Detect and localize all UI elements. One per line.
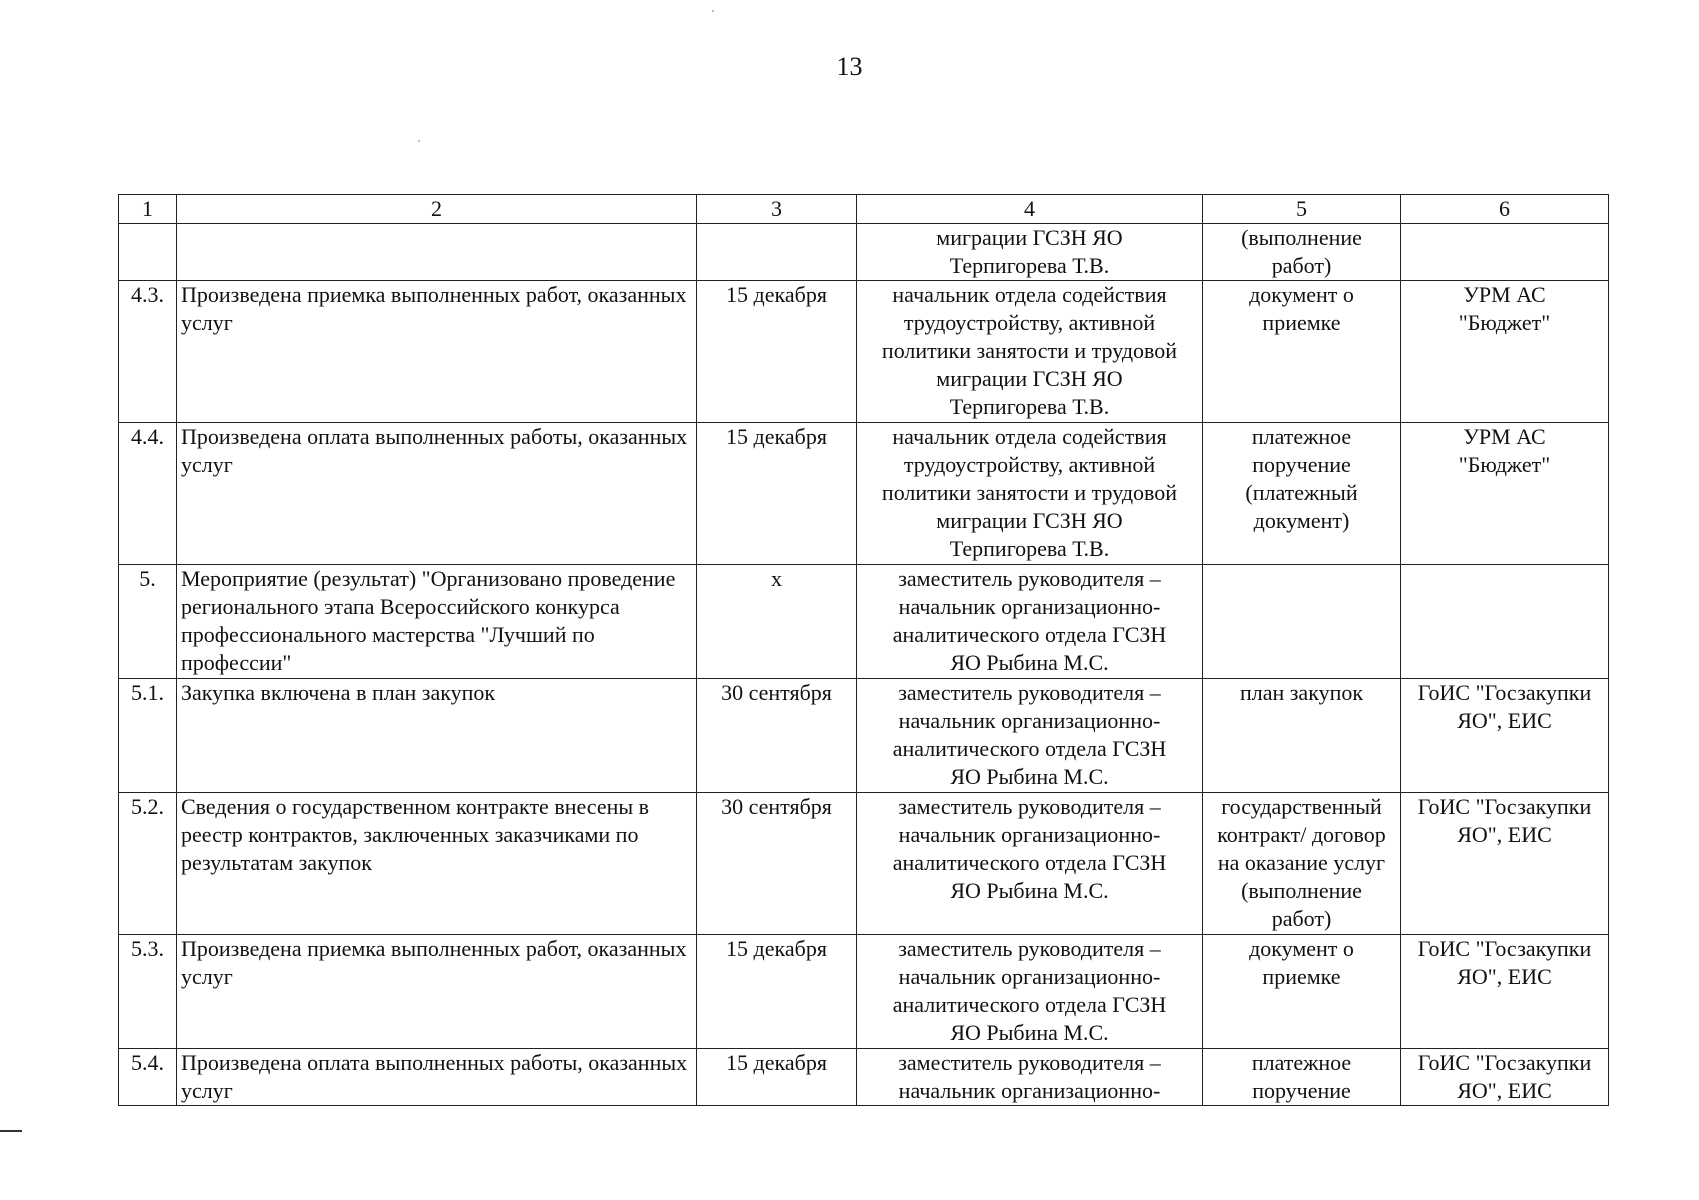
row-system: ГоИС "Госзакупки ЯО", ЕИС <box>1401 793 1609 935</box>
row-number: 4.4. <box>119 423 177 565</box>
column-header: 1 <box>119 195 177 224</box>
column-header: 3 <box>697 195 857 224</box>
row-deadline: 30 сентября <box>697 679 857 793</box>
row-number: 5.1. <box>119 679 177 793</box>
row-system <box>1401 565 1609 679</box>
table-row <box>119 281 1609 423</box>
row-document: документ о приемке <box>1203 281 1401 423</box>
row-responsible: заместитель руководителя – начальник организационно- аналитического отдела ГСЗН ЯО Рыбина М.С. <box>857 679 1203 793</box>
row-deadline: 30 сентября <box>697 793 857 935</box>
row-document <box>1203 565 1401 679</box>
table-row <box>119 1049 1609 1106</box>
header-row <box>119 195 1609 224</box>
row-responsible: начальник отдела содействия трудоустройству, активной политики занятости и трудовой миграции ГСЗН ЯО Терпигорева Т.В. <box>857 281 1203 423</box>
table-row <box>119 793 1609 935</box>
row-responsible: миграции ГСЗН ЯО Терпигорева Т.В. <box>857 224 1203 281</box>
row-description: Произведена оплата выполненных работы, оказанных услуг <box>177 423 697 565</box>
row-number: 5.3. <box>119 935 177 1049</box>
table-row <box>119 565 1609 679</box>
row-description: Закупка включена в план закупок <box>177 679 697 793</box>
row-deadline <box>697 224 857 281</box>
row-description <box>177 224 697 281</box>
row-deadline: 15 декабря <box>697 423 857 565</box>
row-document: план закупок <box>1203 679 1401 793</box>
row-responsible: заместитель руководителя – начальник организационно- аналитического отдела ГСЗН ЯО Рыбина М.С. <box>857 935 1203 1049</box>
row-number <box>119 224 177 281</box>
scan-speck <box>712 10 714 12</box>
column-header: 5 <box>1203 195 1401 224</box>
row-system: ГоИС "Госзакупки ЯО", ЕИС <box>1401 935 1609 1049</box>
row-description: Сведения о государственном контракте внесены в реестр контрактов, заключенных заказчиками по результатам закупок <box>177 793 697 935</box>
row-document: платежное поручение <box>1203 1049 1401 1106</box>
row-description: Произведена оплата выполненных работы, оказанных услуг <box>177 1049 697 1106</box>
row-deadline: 15 декабря <box>697 1049 857 1106</box>
row-responsible: начальник отдела содействия трудоустройству, активной политики занятости и трудовой миграции ГСЗН ЯО Терпигорева Т.В. <box>857 423 1203 565</box>
row-responsible: заместитель руководителя – начальник организационно- аналитического отдела ГСЗН ЯО Рыбина М.С. <box>857 565 1203 679</box>
row-responsible: заместитель руководителя – начальник организационно- аналитического отдела ГСЗН ЯО Рыбина М.С. <box>857 793 1203 935</box>
row-system <box>1401 224 1609 281</box>
row-number: 5.2. <box>119 793 177 935</box>
row-number: 4.3. <box>119 281 177 423</box>
row-deadline: 15 декабря <box>697 281 857 423</box>
column-header: 6 <box>1401 195 1609 224</box>
column-header: 2 <box>177 195 697 224</box>
row-number: 5. <box>119 565 177 679</box>
row-system: ГоИС "Госзакупки ЯО", ЕИС <box>1401 679 1609 793</box>
row-responsible: заместитель руководителя – начальник организационно- <box>857 1049 1203 1106</box>
table-row <box>119 935 1609 1049</box>
table-row <box>119 224 1609 281</box>
row-system: УРМ АС "Бюджет" <box>1401 423 1609 565</box>
row-number: 5.4. <box>119 1049 177 1106</box>
row-document: платежное поручение (платежный документ) <box>1203 423 1401 565</box>
row-description: Произведена приемка выполненных работ, оказанных услуг <box>177 281 697 423</box>
plan-table <box>118 194 1609 1106</box>
row-document: (выполнение работ) <box>1203 224 1401 281</box>
column-header: 4 <box>857 195 1203 224</box>
scan-speck <box>418 140 420 142</box>
row-description: Мероприятие (результат) "Организовано проведение регионального этапа Всероссийского конкурса профессионального мастерства "Лучший по профессии" <box>177 565 697 679</box>
row-deadline: 15 декабря <box>697 935 857 1049</box>
table-row <box>119 679 1609 793</box>
row-document: государственный контракт/ договор на оказание услуг (выполнение работ) <box>1203 793 1401 935</box>
table-row <box>119 423 1609 565</box>
page-number: 13 <box>836 52 863 81</box>
row-system: ГоИС "Госзакупки ЯО", ЕИС <box>1401 1049 1609 1106</box>
row-deadline: х <box>697 565 857 679</box>
scan-edge-mark <box>0 1130 22 1132</box>
row-document: документ о приемке <box>1203 935 1401 1049</box>
row-description: Произведена приемка выполненных работ, оказанных услуг <box>177 935 697 1049</box>
row-system: УРМ АС "Бюджет" <box>1401 281 1609 423</box>
